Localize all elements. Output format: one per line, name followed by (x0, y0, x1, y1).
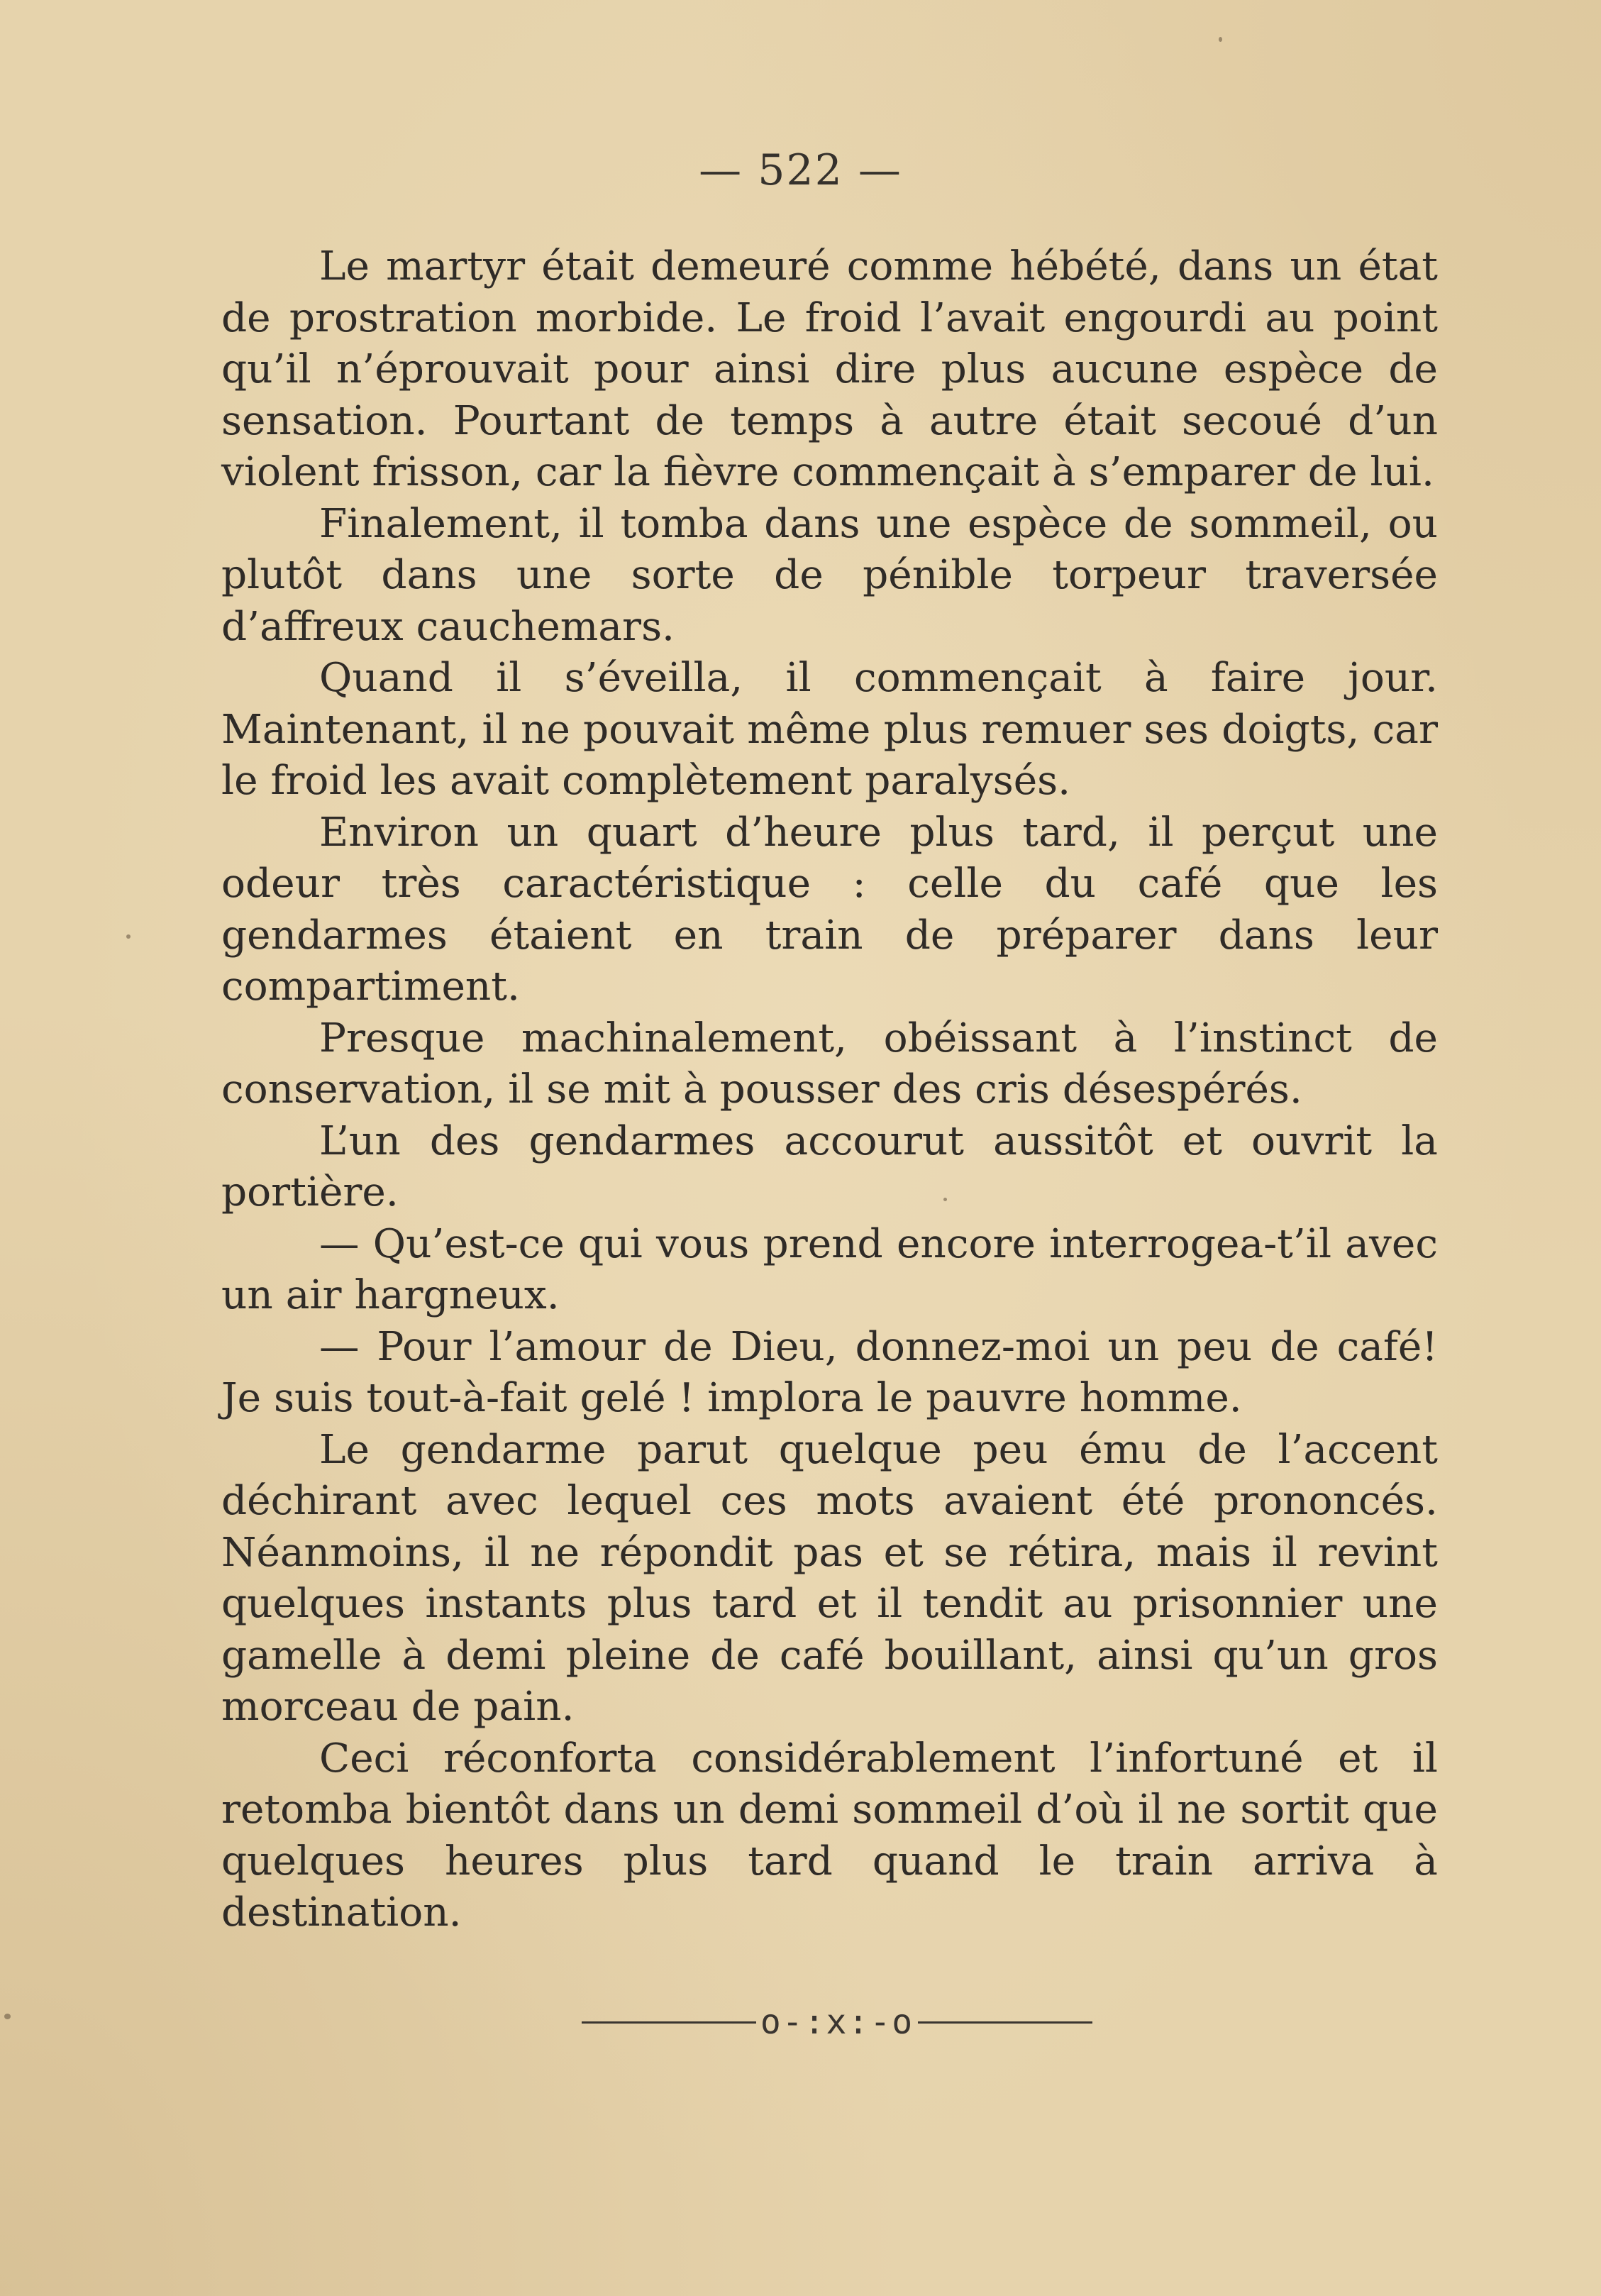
body-text (221, 241, 1438, 1939)
paper-speck (126, 934, 131, 939)
paragraph: — Pour l’amour de Dieu, donnez-moi un peu de café! Je suis tout-à-fait gelé ! implora le pauvre homme. (221, 1323, 1438, 1421)
paragraph: Environ un quart d’heure plus tard, il perçut une odeur très caractéristique : celle du café que les gendarmes étaient en train de préparer dans leur compartiment. (221, 809, 1438, 1010)
end-ornament (582, 2001, 1092, 2043)
ornament-rule-right (918, 2021, 1092, 2024)
paragraph: Ceci réconforta considérablement l’infortuné et il retomba bientôt dans un demi sommeil d’où il ne sortit que quelques heures plus tard quand le train arriva à destination. (221, 1735, 1438, 1936)
paragraph: Le martyr était demeuré comme hébété, dans un état de prostration morbide. Le froid l’avait engourdi au point qu’il n’éprouvait pour ainsi dire plus aucune espèce de sensation. Pourtant de temps à autre était secoué d’un violent frisson, car la fièvre commençait à s’emparer de lui. (221, 243, 1438, 495)
paragraph: — Qu’est-ce qui vous prend encore interrogea-t’il avec un air hargneux. (221, 1220, 1438, 1318)
paragraph: Le gendarme parut quelque peu ému de l’accent déchirant avec lequel ces mots avaient été prononcés. Néanmoins, il ne répondit pas et se rétira, mais il revint quelques instants plus tard et il tendit au prisonnier une gamelle à demi pleine de café bouillant, ainsi qu’un gros morceau de pain. (221, 1426, 1438, 1730)
paper-speck (4, 2014, 11, 2019)
paper-speck (1219, 37, 1222, 42)
paragraph: Quand il s’éveilla, il commençait à faire jour. Maintenant, il ne pouvait même plus remuer ses doigts, car le froid les avait complètement paralysés. (221, 655, 1438, 804)
paragraph: Finalement, il tomba dans une espèce de sommeil, ou plutôt dans une sorte de pénible torpeur traversée d’affreux cauchemars. (221, 500, 1438, 650)
paragraph: Presque machinalement, obéissant à l’instinct de conservation, il se mit à pousser des cris désespérés. (221, 1015, 1438, 1113)
ornament-mark: o-:x:-o (760, 2002, 914, 2042)
paragraph: L’un des gendarmes accourut aussitôt et ouvrit la portière. (221, 1117, 1438, 1215)
paper-speck (943, 1198, 947, 1201)
page-number: — 522 — (699, 145, 902, 195)
ornament-rule-left (582, 2021, 756, 2024)
